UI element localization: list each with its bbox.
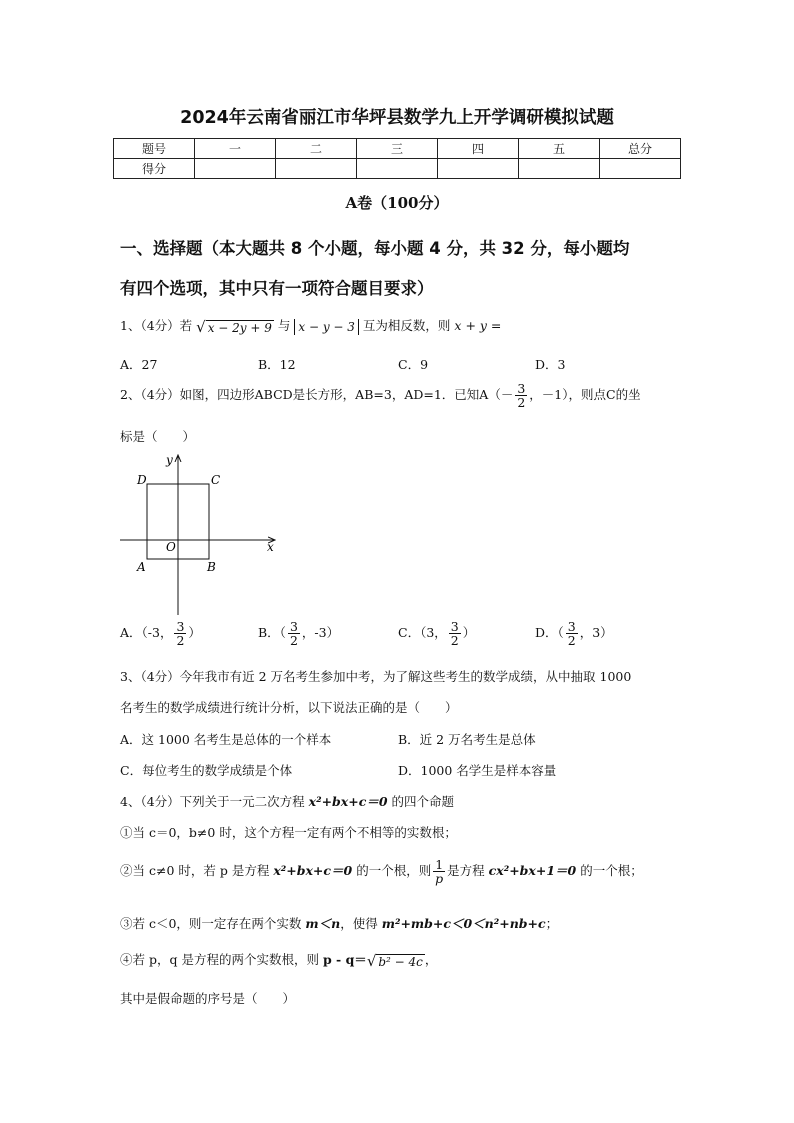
q2-option-d-post: ，3） bbox=[579, 625, 613, 641]
q2-option-d-fraction bbox=[566, 620, 578, 647]
q2-fraction-denominator: 2 bbox=[517, 395, 526, 411]
q4-s2-mid2: 是方程 bbox=[447, 863, 485, 879]
q3-option-a[interactable]: A．这 1000 名考生是总体的一个样本 bbox=[120, 732, 332, 747]
q1-expression: x + y = bbox=[454, 318, 502, 333]
score-table-row-label: 得分 bbox=[114, 159, 195, 179]
score-table-header-row bbox=[114, 139, 681, 159]
score-table-header-cell: 总分 bbox=[600, 139, 681, 159]
q1-mid: 与 bbox=[277, 318, 291, 333]
score-cell[interactable] bbox=[195, 159, 276, 179]
q2-option-c-post: ） bbox=[462, 625, 476, 641]
score-table-header-cell: 三 bbox=[357, 139, 438, 159]
q4-s4-radicand: b² − 4c bbox=[378, 954, 423, 969]
q2-option-b-den: 2 bbox=[289, 633, 298, 649]
question-2-stem-line2: 标是（ ） bbox=[120, 429, 196, 444]
question-3-stem-line1: 3、（4分）今年我市有近 2 万名考生参加中考，为了解这些考生的数学成绩，从中抽取 1000 bbox=[120, 669, 632, 684]
q4-statement-3 bbox=[120, 914, 558, 932]
q4-stem-post: 的四个命题 bbox=[391, 794, 455, 809]
q2-line1-prefix: 2、（4分）如图，四边形ABCD是长方形，AB=3，AD=1．已知A（－ bbox=[120, 387, 514, 403]
point-d-label: D bbox=[137, 473, 147, 487]
part-title: A卷（100分） bbox=[345, 194, 449, 212]
q4-tail: 其中是假命题的序号是（ ） bbox=[120, 991, 296, 1006]
q2-option-d-den: 2 bbox=[567, 633, 576, 649]
q4-s2-mid: 的一个根，则 bbox=[356, 863, 432, 879]
q4-s3-eq: m²+mb+c＜0＜n²+nb+c bbox=[381, 916, 546, 931]
q2-line1-suffix: ，－1），则点C的坐 bbox=[529, 387, 641, 403]
q2-option-c-den: 2 bbox=[450, 633, 459, 649]
score-table-header-cell: 四 bbox=[438, 139, 519, 159]
q1-absolute-value: x − y − 3 bbox=[294, 319, 359, 335]
q1-radicand: x − 2y + 9 bbox=[207, 320, 272, 335]
q1-radical: √ x − 2y + 9 bbox=[196, 317, 272, 336]
q2-fraction-numerator: 3 bbox=[517, 381, 526, 396]
q4-s2-post: 的一个根； bbox=[580, 863, 643, 879]
score-cell[interactable] bbox=[357, 159, 438, 179]
q1-suffix: 互为相反数，则 bbox=[362, 318, 451, 333]
page-title: 2024年云南省丽江市华坪县数学九上开学调研模拟试题 bbox=[180, 108, 614, 128]
q2-option-b-num: 3 bbox=[289, 619, 298, 634]
q2-option-a-fraction bbox=[174, 620, 186, 647]
question-2-stem-line1 bbox=[120, 382, 641, 409]
q2-option-b-post: ，-3） bbox=[301, 625, 340, 641]
q4-s4-post: ， bbox=[424, 952, 438, 967]
point-a-label: A bbox=[137, 560, 146, 574]
q2-figure bbox=[115, 450, 285, 618]
score-table-header-cell: 五 bbox=[519, 139, 600, 159]
score-table bbox=[113, 138, 681, 179]
q2-option-b-fraction bbox=[288, 620, 300, 647]
section-heading-line1: 一、选择题（本大题共 8 个小题，每小题 4 分，共 32 分，每小题均 bbox=[120, 239, 630, 258]
q2-fraction bbox=[515, 382, 527, 409]
score-table-header-cell: 题号 bbox=[114, 139, 195, 159]
q4-s3-mn: m＜n bbox=[305, 916, 341, 931]
q4-statement-4 bbox=[120, 950, 437, 970]
q4-statement-1: ①当 c＝0，b≠0 时，这个方程一定有两个不相等的实数根； bbox=[120, 825, 457, 840]
q4-s3-post: ； bbox=[545, 916, 559, 931]
origin-label: O bbox=[166, 540, 176, 554]
q4-s2-eq1: x²+bx+c＝0 bbox=[273, 863, 353, 879]
score-table-score-row bbox=[114, 159, 681, 179]
point-b-label: B bbox=[207, 560, 216, 574]
q4-s4-pre: ④若 p，q 是方程的两个实数根，则 bbox=[120, 952, 319, 967]
score-cell[interactable] bbox=[600, 159, 681, 179]
q3-option-b[interactable]: B．近 2 万名考生是总体 bbox=[398, 732, 536, 747]
score-table-header-cell: 一 bbox=[195, 139, 276, 159]
q2-option-d-pre: D．（ bbox=[535, 625, 564, 641]
q2-option-b[interactable] bbox=[258, 620, 339, 647]
score-table-header-cell: 二 bbox=[276, 139, 357, 159]
q4-statement-2 bbox=[120, 858, 643, 885]
q4-s2-eq2: cx²+bx+1＝0 bbox=[488, 863, 577, 879]
q2-option-d[interactable] bbox=[535, 620, 613, 647]
q1-option-a[interactable]: A．27 bbox=[120, 357, 158, 372]
score-cell[interactable] bbox=[276, 159, 357, 179]
q4-stem-equation: x²+bx+c＝0 bbox=[308, 794, 388, 809]
q2-option-c-pre: C．（3， bbox=[398, 625, 447, 641]
q4-s3-mid: ，使得 bbox=[340, 916, 378, 931]
point-c-label: C bbox=[211, 473, 221, 487]
q2-option-c[interactable] bbox=[398, 620, 475, 647]
q1-prefix: 1、（4分）若 bbox=[120, 318, 193, 333]
q2-option-a-num: 3 bbox=[176, 619, 185, 634]
q2-option-b-pre: B．（ bbox=[258, 625, 286, 641]
q2-option-c-fraction bbox=[449, 620, 461, 647]
q4-s3-pre: ③若 c＜0，则一定存在两个实数 bbox=[120, 916, 302, 931]
x-axis-label: x bbox=[267, 540, 274, 554]
question-4-stem bbox=[120, 792, 454, 810]
q1-option-b[interactable]: B．12 bbox=[258, 357, 296, 372]
section-heading-line2: 有四个选项，其中只有一项符合题目要求） bbox=[120, 279, 434, 298]
q4-s4-radical: √ b² − 4c bbox=[366, 951, 423, 970]
q2-option-c-num: 3 bbox=[450, 619, 459, 634]
q2-option-a-post: ） bbox=[188, 625, 201, 641]
q4-s2-pre: ②当 c≠0 时，若 p 是方程 bbox=[120, 863, 270, 879]
q1-option-d[interactable]: D．3 bbox=[535, 357, 566, 372]
q2-option-a-den: 2 bbox=[176, 633, 185, 649]
q2-option-a[interactable] bbox=[120, 620, 201, 647]
q3-option-c[interactable]: C．每位考生的数学成绩是个体 bbox=[120, 763, 293, 778]
q4-s4-eq: p - q＝ bbox=[322, 952, 367, 967]
q2-option-a-pre: A．（-3， bbox=[120, 625, 173, 641]
y-axis-label: y bbox=[166, 453, 173, 467]
q4-s2-fraction-num: 1 bbox=[435, 857, 444, 872]
q2-option-d-num: 3 bbox=[567, 619, 576, 634]
q4-stem-pre: 4、（4分）下列关于一元二次方程 bbox=[120, 794, 305, 809]
q4-s2-fraction-den: p bbox=[435, 871, 444, 887]
q1-option-c[interactable]: C．9 bbox=[398, 357, 429, 372]
score-cell[interactable] bbox=[519, 159, 600, 179]
q3-option-d[interactable]: D．1000 名学生是样本容量 bbox=[398, 763, 557, 778]
q4-s2-fraction bbox=[433, 858, 445, 885]
question-3-stem-line2: 名考生的数学成绩进行统计分析，以下说法正确的是（ ） bbox=[120, 700, 458, 715]
question-1-stem bbox=[120, 316, 501, 336]
score-cell[interactable] bbox=[438, 159, 519, 179]
